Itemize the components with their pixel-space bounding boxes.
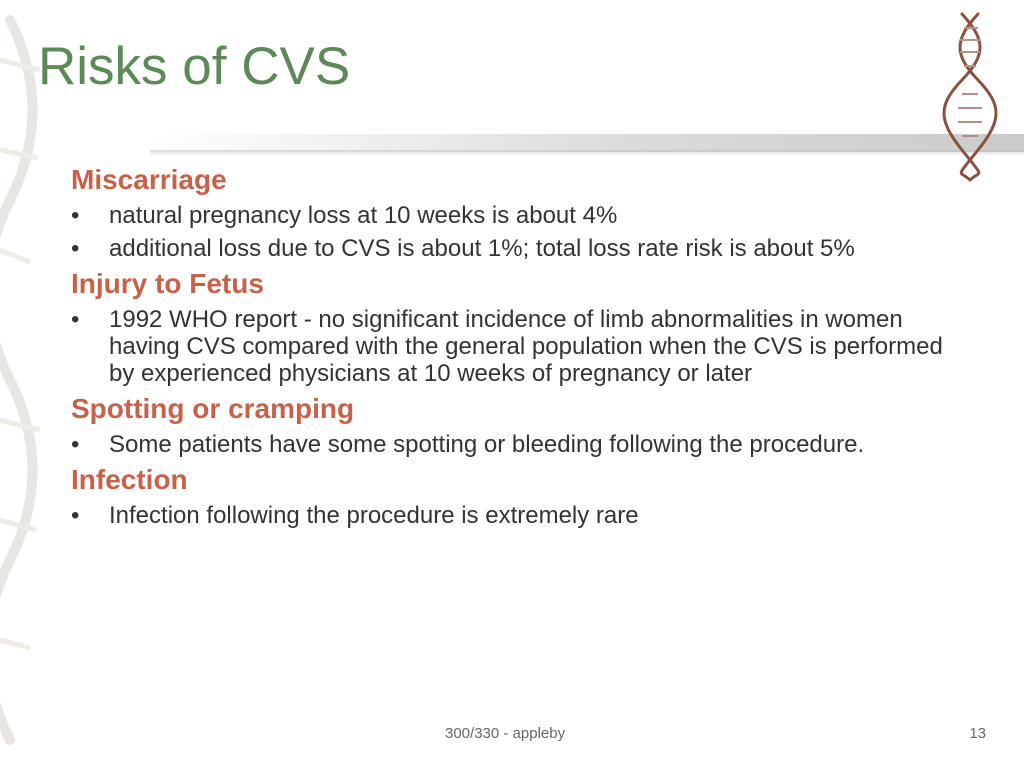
section-heading-injury-to-fetus: Injury to Fetus bbox=[71, 268, 264, 299]
bullet-item bbox=[71, 431, 971, 458]
bullet-symbol: • bbox=[71, 431, 80, 458]
bullet-item bbox=[71, 235, 971, 262]
footer-page-number: 13 bbox=[969, 725, 986, 742]
slide-content bbox=[71, 164, 971, 529]
bullet-symbol: • bbox=[71, 306, 80, 333]
section-heading-infection: Infection bbox=[71, 464, 188, 495]
dna-helix-icon bbox=[940, 10, 1000, 182]
section-heading-miscarriage: Miscarriage bbox=[71, 164, 227, 195]
bullet-symbol: • bbox=[71, 235, 80, 262]
bullet-text: Infection following the procedure is extremely rare bbox=[109, 502, 639, 529]
bullet-item bbox=[71, 306, 971, 387]
bullet-item bbox=[71, 202, 971, 229]
bullet-item bbox=[71, 502, 971, 529]
bullet-symbol: • bbox=[71, 202, 80, 229]
bullet-text: Some patients have some spotting or bleeding following the procedure. bbox=[109, 431, 865, 458]
bullet-text: additional loss due to CVS is about 1%; total loss rate risk is about 5% bbox=[109, 235, 855, 262]
footer-course-label: 300/330 - appleby bbox=[445, 725, 566, 742]
section-heading-spotting-or-cramping: Spotting or cramping bbox=[71, 393, 355, 424]
slide-title: Risks of CVS bbox=[38, 37, 351, 96]
bullet-text: natural pregnancy loss at 10 weeks is about 4% bbox=[109, 202, 618, 229]
header-divider-shadow bbox=[150, 150, 1024, 156]
bullet-text: 1992 WHO report - no significant incidence of limb abnormalities in women having CVS compared with the general population when the CVS is performed by experienced physicians at 10 weeks of pregnancy or later bbox=[109, 306, 943, 387]
background-helix-decoration bbox=[0, 0, 60, 768]
bullet-symbol: • bbox=[71, 502, 80, 529]
